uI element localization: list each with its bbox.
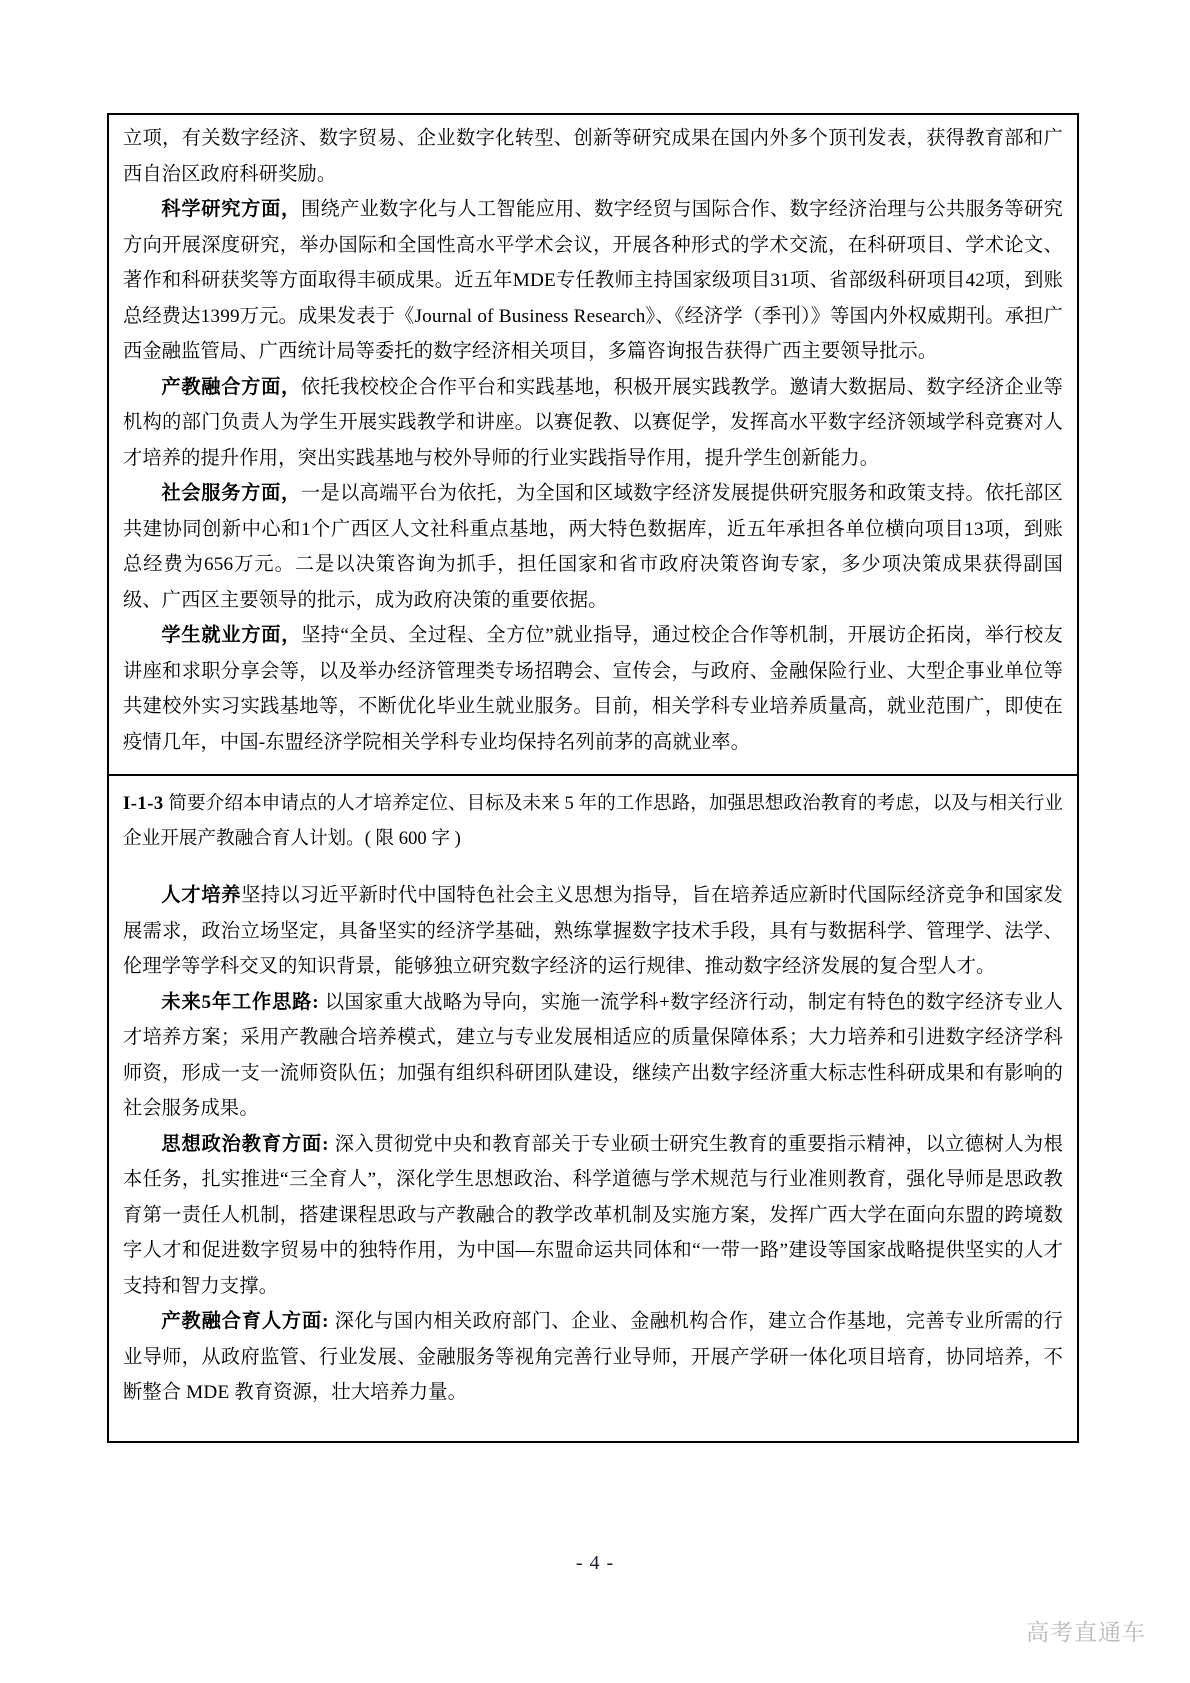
page-number: - 4 -	[575, 1552, 615, 1574]
paragraph	[123, 1127, 1063, 1305]
paragraph-lead: 产教融合育人方面:	[161, 1311, 335, 1332]
paragraph-text: 以国家重大战略为导向，实施一流学科+数字经济行动，制定有特色的数字经济专业人才培养方案；采用产教融合培养模式，建立与专业发展相适应的质量保障体系；大力培养和引进数字经济学科师资，形成一支一流师资队伍；加强有组织科研团队建设，继续产出数字经济重大标志性科研成果和有影响的社会服务成果。	[123, 991, 1064, 1119]
paragraph-lead: 未来5年工作思路:	[161, 991, 325, 1013]
question-number: I-1-3	[123, 793, 164, 814]
question-prompt-cell	[109, 774, 1077, 862]
paragraph	[123, 370, 1063, 477]
paragraph-lead: 学生就业方面，	[161, 625, 302, 646]
question-text: 简要介绍本申请点的人才培养定位、目标及未来 5 年的工作思路，加强思想政治教育的考虑，以及与相关行业企业开展产教融合育人计划。( 限 600 字 )	[123, 793, 1063, 849]
paragraph-lead: 科学研究方面，	[161, 199, 301, 220]
answer-spacer	[123, 868, 1063, 878]
paragraph-text: 深化与国内相关政府部门、企业、金融机构合作，建立合作基地，完善专业所需的行业导师，从政府监管、行业发展、金融服务等视角完善行业导师，开展产学研一体化项目培育，协同培养，不断整合 MDE 教育资源，壮大培养力量。	[123, 1311, 1063, 1403]
paragraph-text: 立项，有关数字经济、数字贸易、企业数字化转型、创新等研究成果在国内外多个顶刊发表，获得教育部和广西自治区政府科研奖励。	[123, 128, 1063, 185]
paragraph	[123, 1304, 1063, 1411]
question-prompt	[123, 786, 1063, 856]
section-continued-cell	[109, 115, 1077, 774]
paragraph-lead: 产教融合方面，	[161, 376, 301, 398]
paragraph-text: 围绕产业数字化与人工智能应用、数字经贸与国际合作、数字经济治理与公共服务等研究方向开展深度研究，举办国际和全国性高水平学术会议，开展各种形式的学术交流，在科研项目、学术论文、著作和科研获奖等方面取得丰硕成果。近五年MDE专任教师主持国家级项目31项、省部级科研项目42项，到账总经费达1399万元。成果发表于《Journal of Business Research》、《经济学（季刊）》等国内外权威期刊。承担广西金融监管局、广西统计局等委托的数字经济相关项目，多篇咨询报告获得广西主要领导批示。	[123, 199, 1063, 362]
paragraph-text: 一是以高端平台为依托，为全国和区域数字经济发展提供研究服务和政策支持。依托部区共建协同创新中心和1个广西区人文社科重点基地，两大特色数据库，近五年承担各单位横向项目13项，到账总经费为656万元。二是以决策咨询为抓手，担任国家和省市政府决策咨询专家，多少项决策成果获得副国级、广西区主要领导的批示，成为政府决策的重要依据。	[123, 483, 1063, 611]
paragraph-text: 深入贯彻党中央和教育部关于专业硕士研究生教育的重要指示精神，以立德树人为根本任务，扎实推进“三全育人”，深化学生思想政治、科学道德与学术规范与行业准则教育，强化导师是思政教育第一责任人机制，搭建课程思政与产教融合的教学改革机制及实施方案，发挥广西大学在面向东盟的跨境数字人才和促进数字贸易中的独特作用，为中国—东盟命运共同体和“一带一路”建设等国家战略提供坚实的人才支持和智力支撑。	[123, 1133, 1063, 1297]
paragraph-lead: 人才培养	[161, 885, 242, 906]
paragraph	[123, 476, 1063, 618]
paragraph	[123, 878, 1063, 985]
paragraph-text: 坚持“全员、全过程、全方位”就业指导，通过校企合作等机制，开展访企拓岗，举行校友讲座和求职分享会等，以及举办经济管理类专场招聘会、宣传会，与政府、金融保险行业、大型企事业单位等共建校外实习实践基地等，不断优化毕业生就业服务。目前，相关学科专业培养质量高，就业范围广，即使在疫情几年，中国-东盟经济学院相关学科专业均保持名列前茅的高就业率。	[123, 625, 1063, 753]
paragraph	[123, 985, 1063, 1127]
paragraph	[123, 121, 1063, 192]
application-form-table	[107, 113, 1079, 1443]
paragraph-text: 依托我校校企合作平台和实践基地，积极开展实践教学。邀请大数据局、数字经济企业等机构的部门负责人为学生开展实践教学和讲座。以赛促教、以赛促学，发挥高水平数字经济领域学科竞赛对人才培养的提升作用，突出实践基地与校外导师的行业实践指导作用，提升学生创新能力。	[123, 376, 1063, 469]
paragraph-text: 坚持以习近平新时代中国特色社会主义思想为指导，旨在培养适应新时代国际经济竞争和国家发展需求，政治立场坚定，具备坚实的经济学基础，熟练掌握数字技术手段，具有与数据科学、管理学、法学、伦理学等学科交叉的知识背景，能够独立研究数字经济的运行规律、推动数字经济发展的复合型人才。	[123, 885, 1063, 977]
watermark: 高考直通车	[1026, 1619, 1146, 1645]
question-answer-cell	[109, 862, 1077, 1441]
paragraph	[123, 192, 1063, 370]
paragraph-lead: 社会服务方面，	[161, 483, 301, 504]
paragraph-lead: 思想政治教育方面:	[161, 1133, 335, 1155]
paragraph	[123, 618, 1063, 760]
